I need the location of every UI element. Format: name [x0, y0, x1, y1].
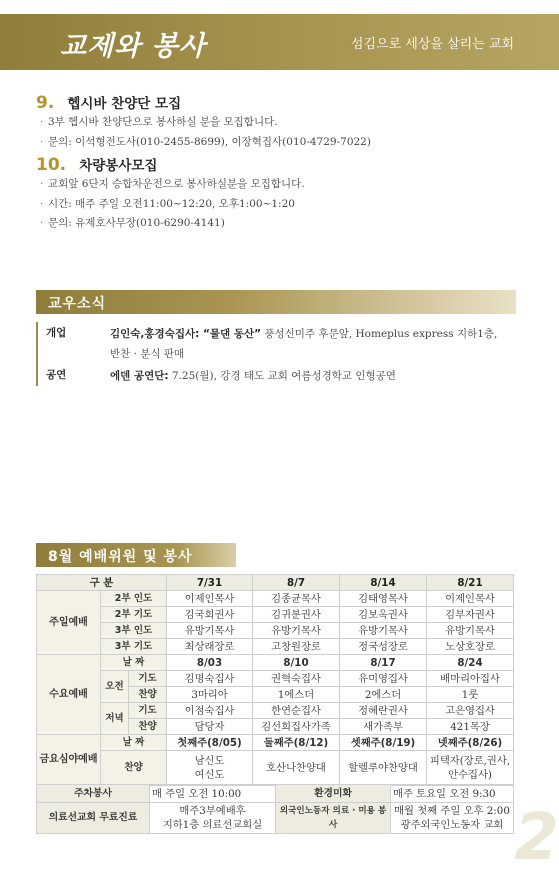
- notice-item-10: [36, 154, 536, 234]
- date-cell: 8/03: [167, 655, 253, 671]
- news-list: [36, 322, 523, 386]
- week-cell: 첫째주(8/05): [167, 735, 253, 751]
- table-cell: 김귀분권사: [253, 607, 340, 623]
- news-section-bar: [36, 290, 516, 314]
- page-header: [0, 14, 559, 70]
- pm-label: 저녁: [101, 703, 129, 735]
- week-cell: 셋째주(8/19): [340, 735, 427, 751]
- table-cell: 배마리아집사: [427, 671, 514, 687]
- table-row: [37, 607, 514, 623]
- item-line: · 문의: 유제호사무장(010-6290-4141): [36, 214, 536, 234]
- date-cell: 8/17: [340, 655, 427, 671]
- table-row: [37, 591, 514, 607]
- table-cell: 정혜란권사: [340, 703, 427, 719]
- news-text: 7.25(월), 강경 태도 교회 여름성경학교 인형공연: [168, 370, 396, 382]
- table-cell: 김태영목사: [340, 591, 427, 607]
- schedule-section-title: 8월 예배위원 및 봉사: [48, 549, 193, 565]
- schedule-table: [36, 574, 514, 786]
- news-headline: 에덴 공연단:: [110, 370, 169, 382]
- table-row: [37, 671, 514, 687]
- table-row: [37, 803, 514, 834]
- news-text-cont: 반찬 · 분식 판매: [110, 348, 185, 360]
- table-cell: 호산나찬양대: [253, 751, 340, 786]
- table-cell: 고은영집사: [427, 703, 514, 719]
- sunday-label: 주일예배: [37, 591, 101, 655]
- service-value: 매주 토요일 오전 9:30: [391, 785, 514, 803]
- news-row: [38, 364, 523, 386]
- header-title: 교제와 봉사: [60, 31, 206, 62]
- part-label: 3부 기도: [101, 639, 167, 655]
- news-label: 공연: [46, 369, 67, 381]
- date-header: 8/7: [253, 575, 340, 591]
- gubun-header: 구 분: [37, 575, 167, 591]
- table-cell: 유방기목사: [253, 623, 340, 639]
- table-row: [37, 655, 514, 671]
- date-header: 7/31: [167, 575, 253, 591]
- table-cell: 새가족부: [340, 719, 427, 735]
- date-label: 날 짜: [101, 735, 167, 751]
- table-cell: 김보옥권사: [340, 607, 427, 623]
- table-row: [37, 639, 514, 655]
- service-label: 의료선교회 무료진료: [37, 803, 150, 834]
- week-cell: 넷째주(8/26): [427, 735, 514, 751]
- prayer-label: 기도: [129, 671, 167, 687]
- service-value: 매주3부예배후 지하1층 의료선교회실: [150, 803, 276, 834]
- praise-label: 찬양: [129, 687, 167, 703]
- table-cell: 김종균목사: [253, 591, 340, 607]
- praise-label: 찬양: [101, 751, 167, 786]
- service-label: 주차봉사: [37, 785, 150, 803]
- table-row: [37, 751, 514, 786]
- service-value: 매월 첫째 주일 오후 2:00 광주외국인노동자 교회: [391, 803, 514, 834]
- table-cell: 김국희권사: [167, 607, 253, 623]
- am-label: 오전: [101, 671, 129, 703]
- item-line: · 시간: 매주 주일 오전11:00~12:20, 오후1:00~1:20: [36, 195, 536, 215]
- table-cell: 이제인목사: [167, 591, 253, 607]
- item-line: · 교회앞 6단지 승합차운전으로 봉사하실분을 모집합니다.: [36, 175, 536, 195]
- table-cell: 유방기목사: [167, 623, 253, 639]
- table-cell: 유미영집사: [340, 671, 427, 687]
- table-cell: 2에스더: [340, 687, 427, 703]
- date-label: 날 짜: [101, 655, 167, 671]
- table-cell: 노상호장로: [427, 639, 514, 655]
- table-cell: 김선희집사가족: [253, 719, 340, 735]
- table-row: [37, 785, 514, 803]
- part-label: 2부 기도: [101, 607, 167, 623]
- date-cell: 8/10: [253, 655, 340, 671]
- table-cell: 1에스더: [253, 687, 340, 703]
- service-value: 매 주일 오전 10:00: [150, 785, 276, 803]
- table-cell: 정국성장로: [340, 639, 427, 655]
- news-label: 개업: [46, 327, 67, 339]
- table-cell: 1룻: [427, 687, 514, 703]
- news-section-title: 교우소식: [48, 296, 107, 312]
- table-cell: 이제인목사: [427, 591, 514, 607]
- table-cell: 최상래장로: [167, 639, 253, 655]
- table-cell: 남신도 여신도: [167, 751, 253, 786]
- praise-label: 찬양: [129, 719, 167, 735]
- table-cell: 고창원장로: [253, 639, 340, 655]
- table-cell: 한연순집사: [253, 703, 340, 719]
- news-row: [38, 322, 523, 364]
- table-cell: 담당자: [167, 719, 253, 735]
- wednesday-label: 수요예배: [37, 655, 101, 735]
- date-cell: 8/24: [427, 655, 514, 671]
- table-cell: 3마리아: [167, 687, 253, 703]
- item-number: 9.: [36, 93, 55, 113]
- table-row: [37, 623, 514, 639]
- date-header: 8/21: [427, 575, 514, 591]
- item-title: 헵시바 찬양단 모집: [67, 96, 182, 112]
- item-line: · 3부 헵시바 찬양단으로 봉사하실 분을 모집합니다.: [36, 113, 536, 133]
- table-cell: 421목장: [427, 719, 514, 735]
- news-text: 풍성신미주 후문앞, Homeplus express 지하1층,: [261, 328, 498, 340]
- table-cell: 권혁숙집사: [253, 671, 340, 687]
- table-cell: 김부자권사: [427, 607, 514, 623]
- table-row: [37, 703, 514, 719]
- table-row: [37, 735, 514, 751]
- week-cell: 둘째주(8/12): [253, 735, 340, 751]
- table-cell: 유방기목사: [427, 623, 514, 639]
- date-header: 8/14: [340, 575, 427, 591]
- header-subtitle: 섬김으로 세상을 살리는 교회: [350, 37, 514, 52]
- prayer-label: 기도: [129, 703, 167, 719]
- table-cell: 유방기목사: [340, 623, 427, 639]
- table-cell: 김명숙집사: [167, 671, 253, 687]
- part-label: 2부 인도: [101, 591, 167, 607]
- service-table: [36, 784, 514, 834]
- table-cell: 이점숙집사: [167, 703, 253, 719]
- item-line: · 문의: 이석형전도사(010-2455-8699), 이장혁집사(010-4729-7022): [36, 133, 536, 153]
- service-label: 환경미화: [276, 785, 391, 803]
- news-headline: 김인숙,홍경숙집사: “물댄 동산”: [110, 328, 262, 340]
- item-title: 차량봉사모집: [79, 158, 158, 174]
- item-number: 10.: [36, 155, 67, 175]
- table-cell: 할렐루야찬양대: [340, 751, 427, 786]
- table-cell: 피택자(장로,권사, 안수집사): [427, 751, 514, 786]
- friday-label: 금요심야예배: [37, 735, 101, 786]
- service-label: 외국인노동자 의료 · 미용 봉사: [276, 803, 391, 834]
- table-row: [37, 575, 514, 591]
- notice-item-9: [36, 92, 536, 152]
- schedule-section-bar: [36, 543, 236, 567]
- part-label: 3부 인도: [101, 623, 167, 639]
- page-number: 2: [514, 801, 559, 875]
